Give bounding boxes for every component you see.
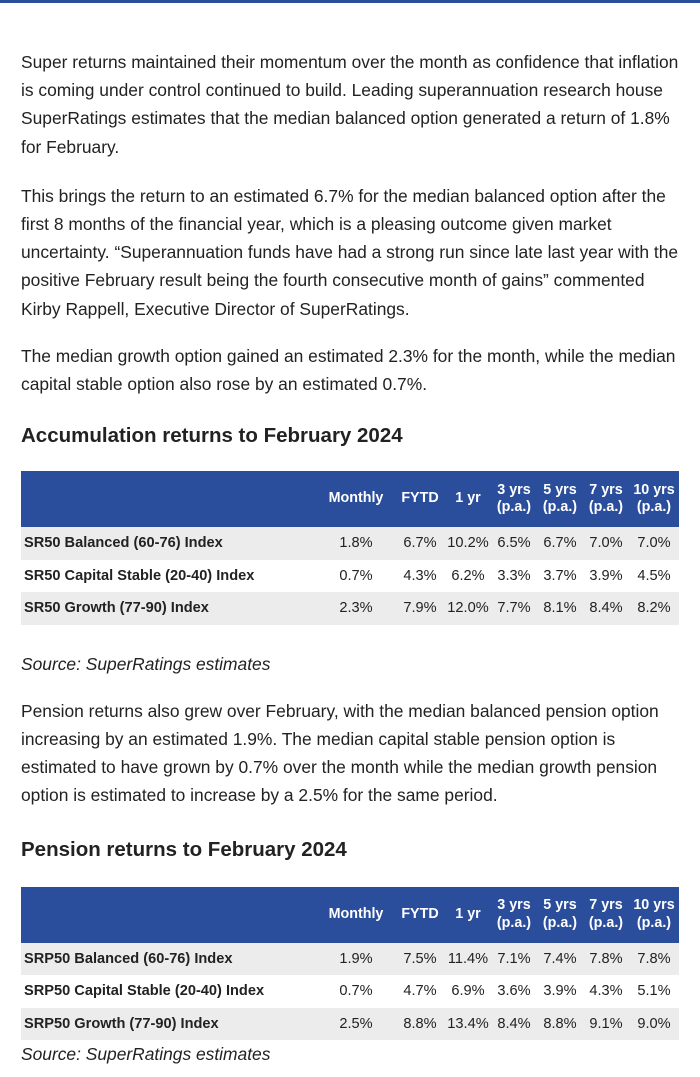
pension-source-note: Source: SuperRatings estimates <box>21 1044 271 1065</box>
top-accent-bar <box>0 0 700 3</box>
table-row <box>21 1008 679 1041</box>
table-row <box>21 592 679 625</box>
table-cell: 8.8% <box>543 1015 577 1032</box>
table-row <box>21 975 679 1008</box>
table-cell: 7.4% <box>543 950 577 967</box>
table-cell: 3.7% <box>543 567 577 584</box>
table-cell: 6.5% <box>497 535 531 552</box>
column-header <box>21 471 317 527</box>
table-header-row <box>21 471 679 527</box>
column-header <box>21 887 317 943</box>
table-row <box>21 943 679 976</box>
table-cell: 7.0% <box>589 535 623 552</box>
paragraph-growth: The median growth option gained an estimated 2.3% for the month, while the median capital stable option also rose by an estimated 0.7%. <box>21 345 676 395</box>
table-row <box>21 527 679 560</box>
table-cell: 8.2% <box>637 600 671 617</box>
table-cell: 4.7% <box>403 983 437 1000</box>
column-header: FYTD <box>401 490 439 507</box>
table-cell: 0.7% <box>339 983 373 1000</box>
row-label: SRP50 Capital Stable (20-40) Index <box>24 983 265 1000</box>
column-header: 10 yrs (p.a.) <box>633 481 675 516</box>
table-cell: 8.4% <box>589 600 623 617</box>
table-cell: 9.0% <box>637 1015 671 1032</box>
table-cell: 10.2% <box>447 535 489 552</box>
accumulation-returns-table <box>21 471 679 625</box>
row-label: SR50 Growth (77-90) Index <box>24 600 209 617</box>
column-header: 3 yrs (p.a.) <box>496 481 532 516</box>
table-cell: 3.9% <box>589 567 623 584</box>
table-cell: 4.5% <box>637 567 671 584</box>
table-cell: 13.4% <box>447 1015 489 1032</box>
paragraph-pension: Pension returns also grew over February, with the median balanced pension option increasing by an estimated 1.9%. The median capital stable pension option is estimated to have grown by 0.7% over the month while the median growth pension option is estimated to increase by a 2.5% for the same period. <box>21 700 659 806</box>
column-header: Monthly <box>328 905 384 922</box>
table-cell: 3.9% <box>543 983 577 1000</box>
column-header: 3 yrs (p.a.) <box>496 897 532 931</box>
row-label: SRP50 Balanced (60-76) Index <box>24 950 233 967</box>
table-cell: 11.4% <box>447 950 489 967</box>
column-header: 7 yrs (p.a.) <box>588 481 624 516</box>
column-header: 1 yr <box>455 905 481 922</box>
accumulation-heading: Accumulation returns to February 2024 <box>21 424 403 448</box>
table-cell: 8.4% <box>497 1015 531 1032</box>
row-label: SRP50 Growth (77-90) Index <box>24 1015 219 1032</box>
table-cell: 7.9% <box>403 600 437 617</box>
column-header: 1 yr <box>455 490 481 507</box>
paragraph-intro: Super returns maintained their momentum over the month as confidence that inflation is coming under control continued to build. Leading superannuation research house SuperRatings estimates that the median balanced option generated a return of 1.8% for February. <box>21 52 679 157</box>
column-header: 7 yrs (p.a.) <box>588 897 624 931</box>
table-cell: 8.1% <box>543 600 577 617</box>
table-header-row <box>21 887 679 943</box>
table-cell: 7.8% <box>637 950 671 967</box>
table-row <box>21 560 679 593</box>
table-cell: 4.3% <box>403 567 437 584</box>
article-body <box>0 48 700 1067</box>
table-cell: 9.1% <box>589 1015 623 1032</box>
table-cell: 7.5% <box>403 950 437 967</box>
column-header: 5 yrs (p.a.) <box>542 897 578 931</box>
table-cell: 12.0% <box>447 600 489 617</box>
table-cell: 8.8% <box>403 1015 437 1032</box>
table-cell: 4.3% <box>589 983 623 1000</box>
table-cell: 6.9% <box>451 983 485 1000</box>
row-label: SR50 Capital Stable (20-40) Index <box>24 567 255 584</box>
accumulation-source-note: Source: SuperRatings estimates <box>21 653 271 674</box>
table-cell: 6.7% <box>543 535 577 552</box>
table-cell: 2.5% <box>339 1015 373 1032</box>
table-cell: 2.3% <box>339 600 373 617</box>
table-cell: 6.2% <box>451 567 485 584</box>
table-cell: 7.1% <box>497 950 531 967</box>
table-cell: 1.9% <box>339 950 373 967</box>
column-header: FYTD <box>401 905 439 922</box>
table-cell: 5.1% <box>637 983 671 1000</box>
paragraph-fytd: This brings the return to an estimated 6.7% for the median balanced option after the first 8 months of the financial year, which is a pleasing outcome given market uncertainty. “Superannuation funds have had a strong run since late last year with the positive February result being the fourth consecutive month of gains” commented Kirby Rappell, Executive Director of SuperRatings. <box>21 185 679 319</box>
table-cell: 7.7% <box>497 600 531 617</box>
pension-returns-table <box>21 887 679 1041</box>
table-cell: 3.6% <box>497 983 531 1000</box>
table-cell: 7.0% <box>637 535 671 552</box>
column-header: 5 yrs (p.a.) <box>542 481 578 516</box>
row-label: SR50 Balanced (60-76) Index <box>24 535 223 552</box>
column-header: 10 yrs (p.a.) <box>633 897 675 931</box>
table-cell: 0.7% <box>339 567 373 584</box>
pension-heading: Pension returns to February 2024 <box>21 837 347 861</box>
table-cell: 7.8% <box>589 950 623 967</box>
table-cell: 6.7% <box>403 535 437 552</box>
table-cell: 1.8% <box>339 535 373 552</box>
table-cell: 3.3% <box>497 567 531 584</box>
column-header: Monthly <box>328 490 384 507</box>
